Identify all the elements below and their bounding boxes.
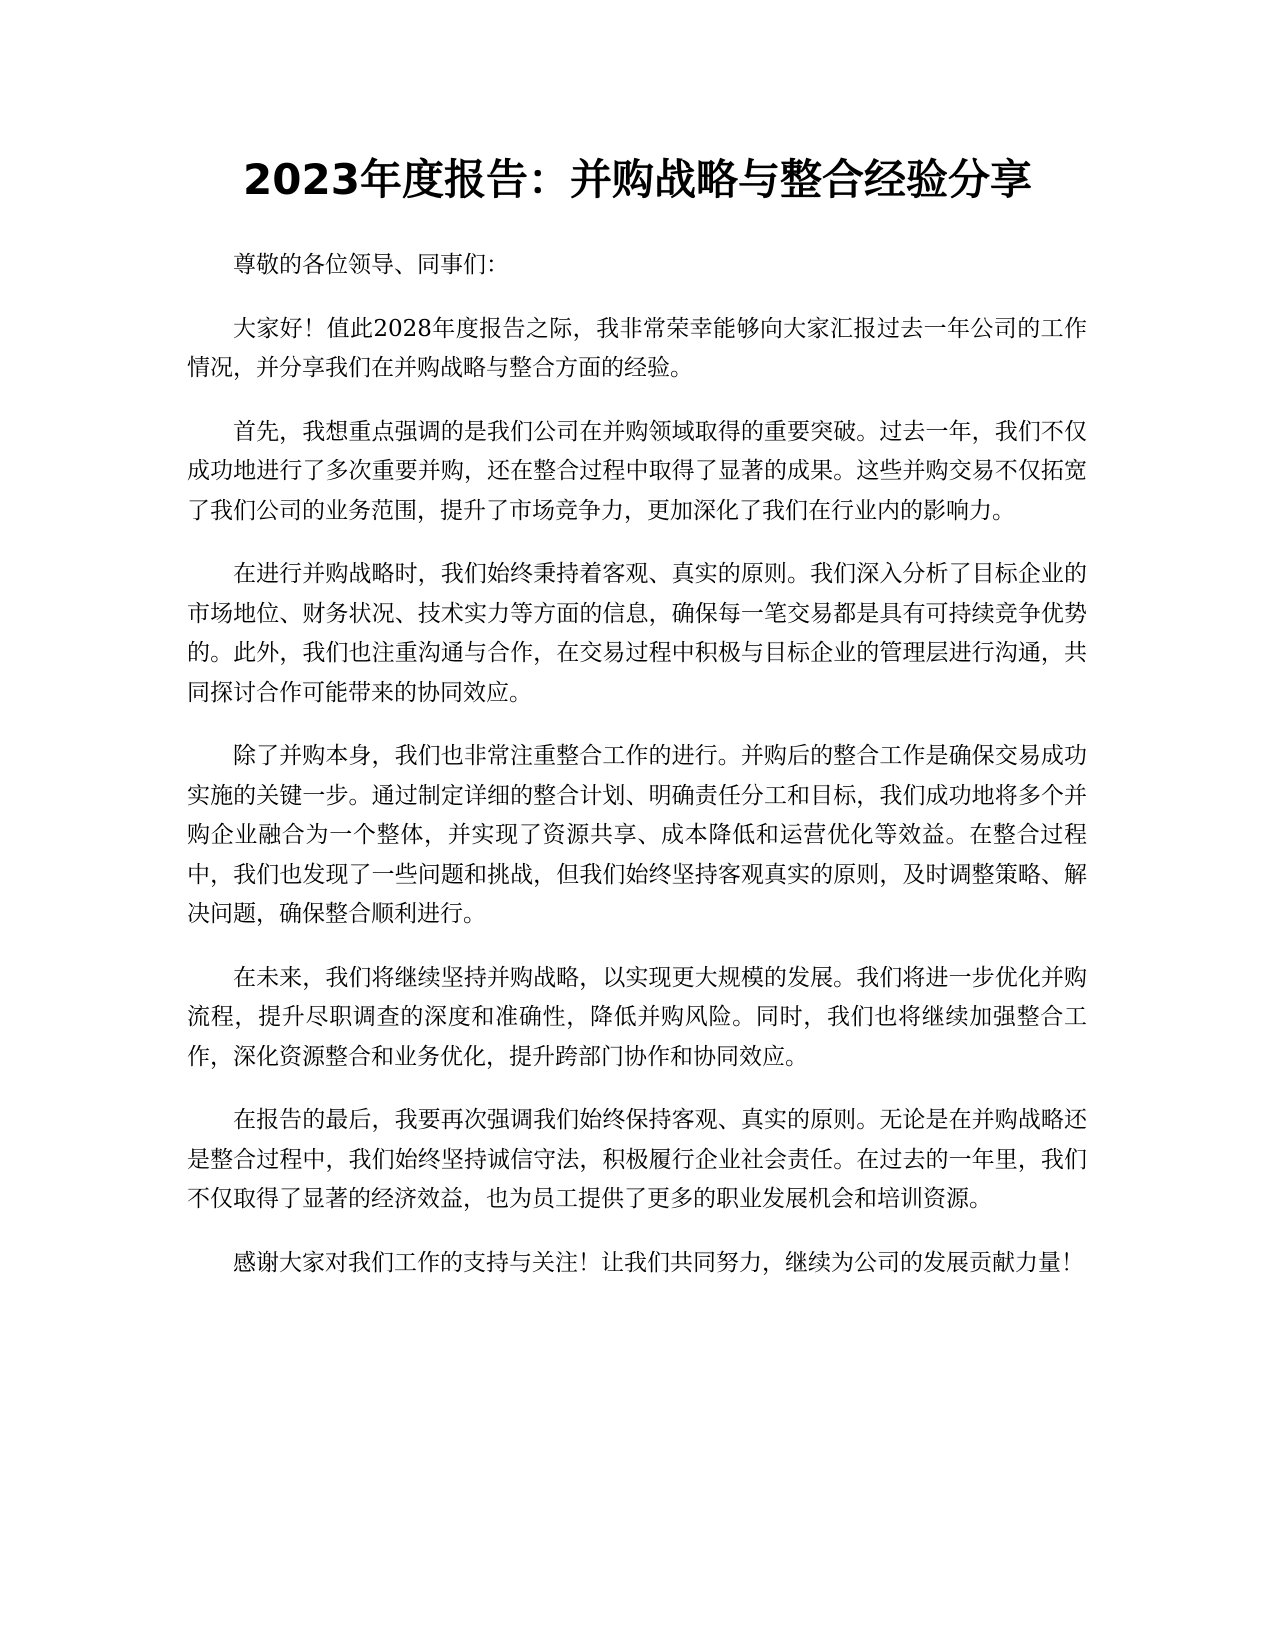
closing-paragraph: 感谢大家对我们工作的支持与关注！让我们共同努力，继续为公司的发展贡献力量！: [233, 1249, 1084, 1276]
body-paragraph: 首先，我想重点强调的是我们公司在并购领域取得的重要突破。过去一年，我们不仅成功地进行了多次重要并购，还在整合过程中取得了显著的成果。这些并购交易不仅拓宽了我们公司的业务范围，提升了市场竞争力，更加深化了我们在行业内的影响力。: [187, 418, 1087, 524]
body-paragraph: 在未来，我们将继续坚持并购战略，以实现更大规模的发展。我们将进一步优化并购流程，提升尽职调查的深度和准确性，降低并购风险。同时，我们也将继续加强整合工作，深化资源整合和业务优化，提升跨部门协作和协同效应。: [187, 964, 1087, 1070]
body-paragraph: 除了并购本身，我们也非常注重整合工作的进行。并购后的整合工作是确保交易成功实施的关键一步。通过制定详细的整合计划、明确责任分工和目标，我们成功地将多个并购企业融合为一个整体，并实现了资源共享、成本降低和运营优化等效益。在整合过程中，我们也发现了一些问题和挑战，但我们始终坚持客观真实的原则，及时调整策略、解决问题，确保整合顺利进行。: [187, 743, 1087, 927]
body-paragraph: 在报告的最后，我要再次强调我们始终保持客观、真实的原则。无论是在并购战略还是整合过程中，我们始终坚持诚信守法，积极履行企业社会责任。在过去的一年里，我们不仅取得了显著的经济效益，也为员工提供了更多的职业发展机会和培训资源。: [187, 1107, 1087, 1212]
body-paragraph: 大家好！值此2028年度报告之际，我非常荣幸能够向大家汇报过去一年公司的工作情况，并分享我们在并购战略与整合方面的经验。: [187, 315, 1087, 381]
body-paragraph: 在进行并购战略时，我们始终秉持着客观、真实的原则。我们深入分析了目标企业的市场地位、财务状况、技术实力等方面的信息，确保每一笔交易都是具有可持续竞争优势的。此外，我们也注重沟通与合作，在交易过程中积极与目标企业的管理层进行沟通，共同探讨合作可能带来的协同效应。: [187, 561, 1087, 706]
document-body: [187, 246, 1087, 1307]
salutation-paragraph: 尊敬的各位领导、同事们：: [233, 252, 509, 278]
document-title: 2023年度报告：并购战略与整合经验分享: [243, 155, 1032, 204]
